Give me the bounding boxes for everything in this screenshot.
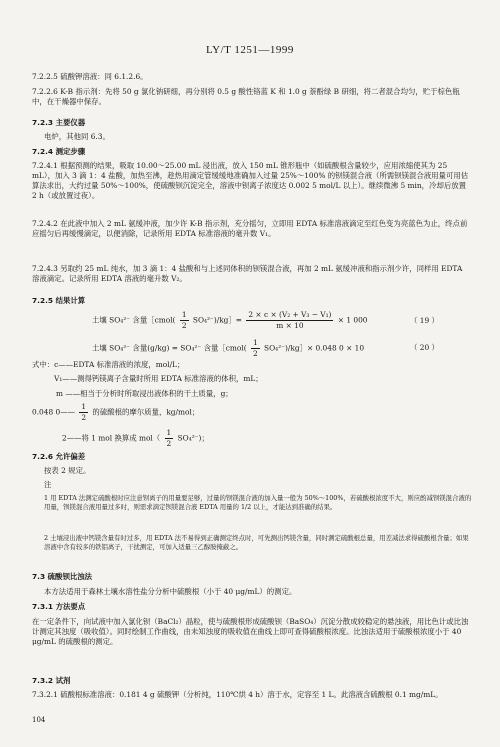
heading-7-3: 7.3 硫酸钡比浊法 (32, 572, 93, 581)
fraction-half (180, 310, 189, 331)
where-m: m ——相当于分析时所取浸出液体积的干土质量，g； (56, 389, 233, 398)
page-number: 104 (32, 716, 46, 724)
note-label: 注 (44, 480, 52, 489)
where-0480 (32, 402, 199, 423)
formula-20-rhs: SO₄²⁻)/kg］× 0.048 0 × 10 (264, 343, 365, 353)
formula-20-number: （ 20 ） (410, 343, 439, 352)
heading-7-3-2: 7.3.2 试剂 (32, 676, 71, 685)
note-2: 2 土壤浸出液中钙镁含量有时过多，用 EDTA 法不易得到正确测定终点时，可先测出钙镁含量，同时测定硫酸根总量，用差减法求得硫酸根含量；如果溶液中含有较多的铁铝离子，干扰测定，可加入适量三乙醇胺掩蔽之。 (44, 534, 469, 551)
where-2-tail: SO₄²⁻)； (177, 433, 209, 443)
fraction-num: 1 (81, 402, 87, 411)
fraction-num: 1 (166, 428, 172, 437)
fraction-half (165, 428, 174, 449)
formula-19-rhs: × 1 000 (337, 315, 368, 325)
formula-20-lhs: 土壤 SO₄²⁻ 含量(g/kg) = SO₄²⁻ 含量［cmol( (92, 343, 247, 353)
heading-7-3-1: 7.3.1 方法要点 (32, 602, 86, 611)
fraction-half (251, 338, 260, 359)
formula-20 (92, 338, 364, 359)
formula-19-denominator: m × 10 (276, 321, 304, 330)
fraction-num: 1 (252, 338, 258, 347)
equipment-text: 电炉，其他同 6.3。 (44, 132, 110, 141)
formula-19-numerator: 2 × c × (V₂ + V₃ − V₁) (248, 310, 332, 319)
note-1: 1 用 EDTA 法测定硫酸根时应注意钡离子的用量要足够，过量的钡镁混合液的加入量一般为 50%～100%，若硫酸根浓度不大，则应酌减钡镁混合液的用量，钡镁混合液用量过多时，则需求滴定钡镁混合液 EDTA 用量的 1/2 以上，才能达到准确的结果。 (44, 494, 472, 511)
heading-7-2-6: 7.2.6 允许偏差 (32, 452, 86, 461)
formula-19-fraction (246, 310, 333, 331)
clause-7-2-2-6: 7.2.2.6 K-B 指示剂：先将 50 g 氯化钠研细，再分别将 0.5 g 酸性铬蓝 K 和 1.0 g 萘酚绿 B 研细，将二者混合均匀，贮于棕色瓶中，在干燥器中保存。 (32, 87, 460, 106)
fraction-den: 2 (181, 321, 187, 330)
formula-19-lhs: 土壤 SO₄²⁻ 含量［cmol( (92, 315, 176, 325)
where-0480-text: 的硫酸根的摩尔质量，kg/mol； (92, 407, 200, 417)
formula-19 (92, 310, 368, 331)
heading-7-2-3: 7.2.3 主要仪器 (32, 118, 86, 127)
scope-7-3: 本方法适用于森林土壤水溶性盐分分析中硫酸根（小于 40 μg/mL）的测定。 (44, 587, 297, 596)
fraction-half (79, 402, 88, 423)
clause-7-3-2-1: 7.3.2.1 硫酸根标准溶液：0.181 4 g 硫酸钾（分析纯，110℃烘 4 h）溶于水，定容至 1 L。此溶液含硫酸根 0.1 mg/mL。 (32, 690, 443, 699)
principle-7-3-1: 在一定条件下，向试液中加入氯化钡（BaCl₂）晶粒，使与硫酸根形成硫酸钡（BaSO₄）沉淀分散成较稳定的悬浊液，用比色计或比浊计测定其浊度（吸收值）。同时绘制工作曲线，由未知浊度的吸收值在曲线上即可查得硫酸根浓度。比浊法适用于硫酸根浓度小于 40 μg/mL 的硫酸根的测定。 (32, 617, 469, 646)
clause-7-2-2-5: 7.2.2.5 硫酸钾溶液：同 6.1.2.6。 (32, 72, 148, 81)
tolerance-text: 按表 2 规定。 (44, 466, 91, 475)
where-2-text: 2——将 1 mol 换算成 mol（ (62, 433, 161, 443)
where-c: 式中：c——EDTA 标准溶液的浓度，mol/L； (32, 360, 185, 369)
formula-19-number: （ 19 ） (410, 316, 439, 325)
clause-7-2-4-2: 7.2.4.2 在此液中加入 2 mL 氨缓冲液，加少许 K-B 指示剂，充分摇匀，立即用 EDTA 标准溶液滴定至红色变为亮蓝色为止，终点前应摇匀后再缓慢滴定，以便消除，记录所用 EDTA 标准溶液的毫升数 V₁。 (32, 219, 468, 238)
fraction-den: 2 (81, 413, 87, 422)
where-0480-label: 0.048 0—— (32, 407, 75, 417)
fraction-num: 1 (181, 310, 187, 319)
running-header: LY/T 1251—1999 (206, 44, 294, 56)
where-2 (62, 428, 209, 449)
formula-19-mid: SO₄²⁻)/kg］= (192, 315, 242, 325)
heading-7-2-4: 7.2.4 测定步骤 (32, 147, 86, 156)
fraction-den: 2 (166, 439, 172, 448)
heading-7-2-5: 7.2.5 结果计算 (32, 296, 86, 305)
clause-7-2-4-1: 7.2.4.1 根据预测的结果，吸取 10.00～25.00 mL 浸出液，放入 150 mL 锥形瓶中（如硫酸根含量较少，应用浓缩使其为 25 mL），加入 3 滴 1：4 盐酸，加热至沸，趁热用滴定管缓缓地准确加入过量 25%～100% 的钡镁混合液（所需钡镁混合液用量可用估算法求出，大约过量 50%～100%，使硫酸钡沉淀完全，溶液中钡离子浓度达 0.002 5 mol/L 以上）。继续微沸 5 min，冷却后放置 2 h（或放置过夜）。 (32, 161, 469, 200)
where-v1: V₁——测得钙镁离子含量时所用 EDTA 标准溶液的体积，mL； (54, 374, 263, 383)
fraction-den: 2 (252, 349, 258, 358)
clause-7-2-4-3: 7.2.4.3 另取约 25 mL 纯水，加 3 滴 1：4 盐酸和与上述同体积的钡镁混合液，再加 2 mL 氨缓冲液和指示剂少许，同样用 EDTA 溶液滴定。记录所用 EDTA 溶液的毫升数 V₂。 (32, 264, 463, 283)
